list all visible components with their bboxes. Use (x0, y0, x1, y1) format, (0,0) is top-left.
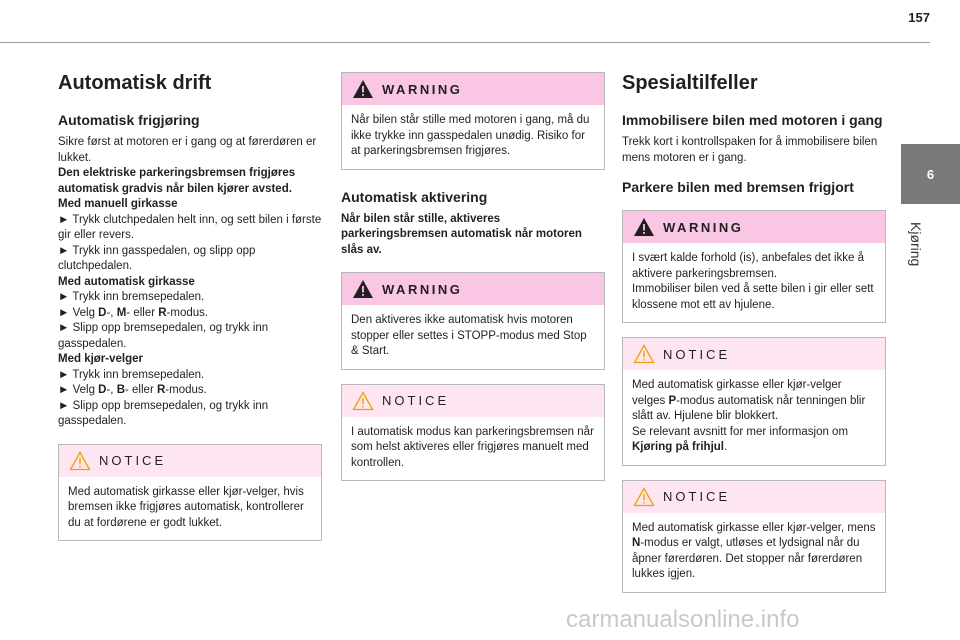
notice-title: NOTICE (382, 393, 450, 408)
heading-park-released: Parkere bilen med bremsen frigjort (622, 179, 854, 195)
notice-box-3 (622, 337, 886, 466)
warning-icon (633, 217, 655, 237)
selector-step-1: ► Trykk inn bremsepedalen. (58, 368, 205, 381)
heading-immobilise: Immobilisere bilen med motoren i gang (622, 112, 883, 128)
auto-heading: Med automatisk girkasse (58, 275, 195, 288)
warning-body: I svært kalde forhold (is), anbefales det ikke å aktivere parkeringsbremsen. Immobiliser bilen ved å sette bilen i gir eller sett klossene mot ett av hjulene. (632, 252, 874, 311)
notice-box-2 (341, 384, 605, 482)
section-title-special-cases: Spesialtilfeller (622, 72, 758, 94)
auto-step-2: ► Velg D-, M- eller R-modus. (58, 306, 209, 319)
notice-title: NOTICE (99, 453, 167, 468)
warning-title: WARNING (663, 219, 744, 235)
warning-body: Når bilen står stille med motoren i gang, må du ikke trykke inn gasspedalen unødig. Risiko for at parkeringsbremsen frigjøres. (351, 114, 590, 157)
notice-body: I automatisk modus kan parkeringsbremsen når som helst aktiveres eller frigjøres manuelt med kontrollen. (351, 425, 594, 469)
selector-heading: Med kjør-velger (58, 353, 143, 365)
warning-box-3 (622, 210, 886, 323)
auto-step-3: ► Slipp opp bremsepedalen, og trykk inn gasspedalen. (58, 322, 269, 350)
chapter-tab[interactable]: 6 (901, 144, 960, 204)
caution-icon (633, 487, 655, 507)
column-1 (58, 68, 322, 541)
notice-body: Med automatisk girkasse eller kjør-velger, hvis bremsen ikke frigjøres automatisk, kontrollerer du at fordørene er godt lukket. (68, 485, 304, 529)
activation-intro: Når bilen står stille, aktiveres parkeringsbremsen automatisk når motoren slås av. (341, 212, 582, 256)
caution-icon (352, 391, 374, 411)
notice-title: NOTICE (663, 489, 731, 504)
intro-text: Sikre først at motoren er i gang og at førerdøren er lukket. (58, 136, 317, 164)
auto-step-1: ► Trykk inn bremsepedalen. (58, 291, 205, 303)
selector-step-3: ► Slipp opp bremsepedalen, og trykk inn gasspedalen. (58, 399, 269, 427)
column-2 (341, 58, 605, 481)
notice-box-1 (58, 444, 322, 542)
caution-icon (69, 451, 91, 471)
notice-box-4 (622, 480, 886, 593)
header-rule (0, 42, 930, 43)
selector-step-2: ► Velg D-, B- eller R-modus. (58, 384, 207, 396)
section-heading-auto-activation: Automatisk aktivering (341, 188, 488, 205)
column-3 (622, 68, 886, 593)
notice-body: Med automatisk girkasse eller kjør-velger velges P-modus automatisk når tenningen blir slått av. Hjulene blir blokkert. Se relevant avsnitt for mer informasjon om Kjøring på frihjul. (632, 379, 866, 453)
warning-box-1 (341, 72, 605, 170)
manual-step-2: ► Trykk inn gasspedalen, og slipp opp clutchpedalen. (58, 244, 256, 272)
manual-step-1: ► Trykk clutchpedalen helt inn, og sett bilen i første gir eller revers. (58, 213, 322, 241)
manual-heading: Med manuell girkasse (58, 198, 178, 210)
warning-title: WARNING (382, 81, 463, 97)
watermark: carmanualsonline.info (566, 606, 800, 633)
notice-title: NOTICE (663, 346, 731, 362)
page-number: 157 (908, 10, 930, 25)
chapter-title: Kjøring (908, 222, 924, 267)
notice-body: Med automatisk girkasse eller kjør-velger, mens N-modus er valgt, utløses et lydsignal når du åpner førerdøren. Det stopper når førerdøren lukkes igjen. (632, 521, 876, 580)
warning-box-2 (341, 272, 605, 370)
warning-icon (352, 79, 374, 99)
caution-icon (633, 344, 655, 364)
warning-icon (352, 279, 374, 299)
page-title: Automatisk drift (58, 72, 212, 94)
warning-title: WARNING (382, 281, 463, 297)
section-heading-auto-release: Automatisk frigjøring (58, 112, 200, 128)
bold-note: Den elektriske parkeringsbremsen frigjøres automatisk gradvis når bilen kjører avsted. (58, 167, 296, 195)
immobilise-text: Trekk kort i kontrollspaken for å immobilisere bilen mens motoren er i gang. (622, 136, 878, 164)
warning-body: Den aktiveres ikke automatisk hvis motoren stopper eller settes i STOPP-modus med Stop & Start. (351, 314, 587, 357)
